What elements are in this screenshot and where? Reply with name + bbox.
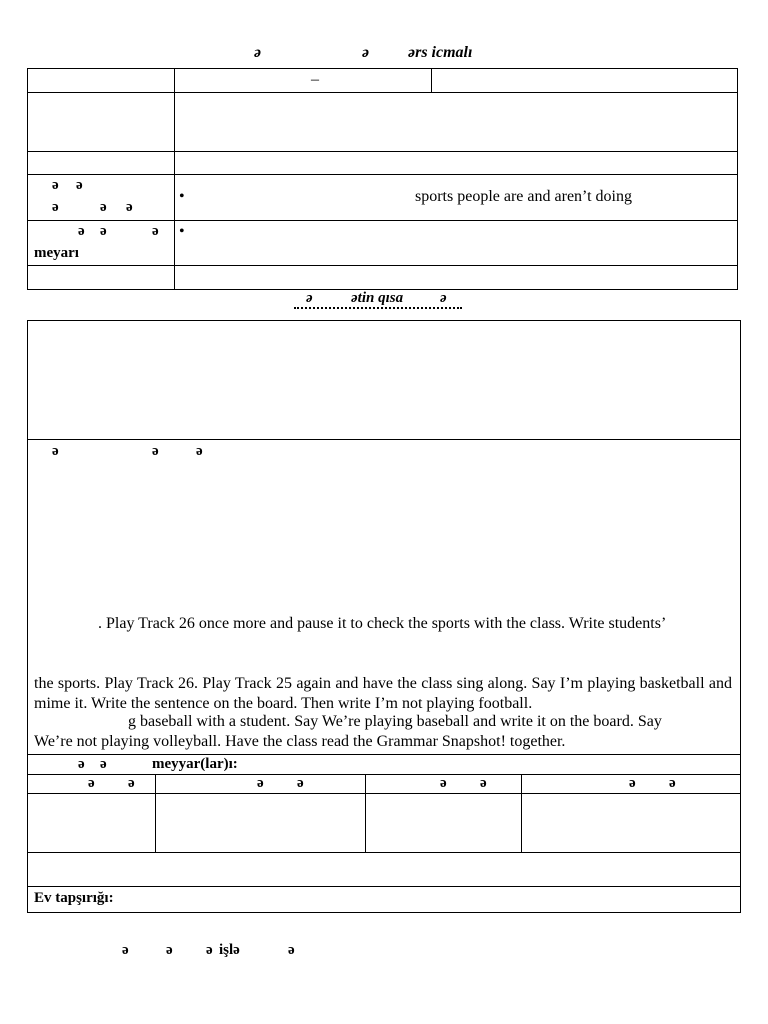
row4-value-cell — [174, 174, 738, 221]
title-text: ərs icmalı — [408, 44, 473, 61]
process-line-3: g baseball with a student. Say We’re playing baseball and write it on the board. Say — [128, 713, 662, 730]
process-line-1: . Play Track 26 once more and pause it to check the sports with the class. Write students’ — [98, 615, 667, 632]
subtitle-underline — [294, 307, 462, 309]
row4-glyph-3: ə — [52, 199, 59, 215]
homework-label: Ev tapşırığı: — [34, 890, 114, 906]
assess-col3-cell — [365, 793, 522, 853]
footer-glyph-1: ə — [122, 942, 129, 958]
title-glyph-2: ə — [362, 44, 370, 61]
footer-line — [0, 942, 768, 964]
row1-mid-cell — [174, 68, 432, 93]
footer-glyph-2: ə — [166, 942, 173, 958]
reflection-row — [27, 852, 741, 887]
assess-col2-cell — [155, 793, 366, 853]
col1-glyph-1: ə — [88, 775, 95, 791]
row4-objective-text: sports people are and aren’t doing — [415, 188, 632, 205]
row3-value-cell — [174, 151, 738, 175]
assessment-glyph-2: ə — [100, 756, 107, 772]
summary-box — [27, 320, 741, 440]
title-glyph-1: ə — [254, 44, 262, 61]
assess-col3-header — [365, 774, 522, 794]
assessment-label: meyyar(lar)ı: — [152, 756, 238, 772]
row2-value-cell — [174, 92, 738, 152]
assessment-glyph-1: ə — [78, 756, 85, 772]
subtitle-glyph-1: ə — [306, 290, 313, 306]
row6-value-cell — [174, 265, 738, 290]
footer-glyph-4: ə — [288, 942, 295, 958]
page-title — [0, 44, 768, 66]
row1-label-cell — [27, 68, 175, 93]
row4-glyph-4: ə — [100, 199, 107, 215]
col1-glyph-2: ə — [128, 775, 135, 791]
row5-glyph-2: ə — [100, 223, 107, 239]
row4-glyph-2: ə — [76, 177, 83, 193]
subtitle-glyph-2: ə — [440, 290, 447, 306]
process-header-glyph-1: ə — [52, 443, 59, 459]
row4-label-cell — [27, 174, 175, 221]
row1-dash: – — [311, 71, 319, 88]
row4-glyph-5: ə — [126, 199, 133, 215]
row2-label-cell — [27, 92, 175, 152]
footer-word: işlə — [219, 942, 240, 958]
row5-label: meyarı — [34, 245, 79, 261]
row4-bullet: • — [179, 188, 185, 205]
lesson-info-table — [27, 68, 738, 290]
homework-row — [27, 886, 741, 913]
subtitle-text: ətin qısa — [351, 290, 404, 306]
row5-bullet: • — [179, 223, 185, 240]
assess-col1-cell — [27, 793, 156, 853]
col3-glyph-2: ə — [480, 775, 487, 791]
row5-value-cell — [174, 220, 738, 266]
footer-glyph-3: ə — [206, 942, 213, 958]
row1-right-cell — [431, 68, 738, 93]
process-paragraph: the sports. Play Track 26. Play Track 25 again and have the class sing along. Say I’m playing basketball and mime it. Write the sentence on the board. Then write I’m not playing football. — [34, 675, 732, 712]
assess-col2-header — [155, 774, 366, 794]
row3-label-cell — [27, 151, 175, 175]
row6-label-cell — [27, 265, 175, 290]
row4-glyph-1: ə — [52, 177, 59, 193]
assess-col4-cell — [521, 793, 741, 853]
col4-glyph-1: ə — [629, 775, 636, 791]
assessment-header — [27, 754, 741, 775]
process-header-glyph-3: ə — [196, 443, 203, 459]
col2-glyph-1: ə — [257, 775, 264, 791]
row5-label-cell — [27, 220, 175, 266]
col4-glyph-2: ə — [669, 775, 676, 791]
row5-glyph-3: ə — [152, 223, 159, 239]
col3-glyph-1: ə — [440, 775, 447, 791]
col2-glyph-2: ə — [297, 775, 304, 791]
process-header-glyph-2: ə — [152, 443, 159, 459]
row5-glyph-1: ə — [78, 223, 85, 239]
process-line-4: We’re not playing volleyball. Have the class read the Grammar Snapshot! together. — [34, 733, 566, 750]
assess-col4-header — [521, 774, 741, 794]
assess-col1-header — [27, 774, 156, 794]
